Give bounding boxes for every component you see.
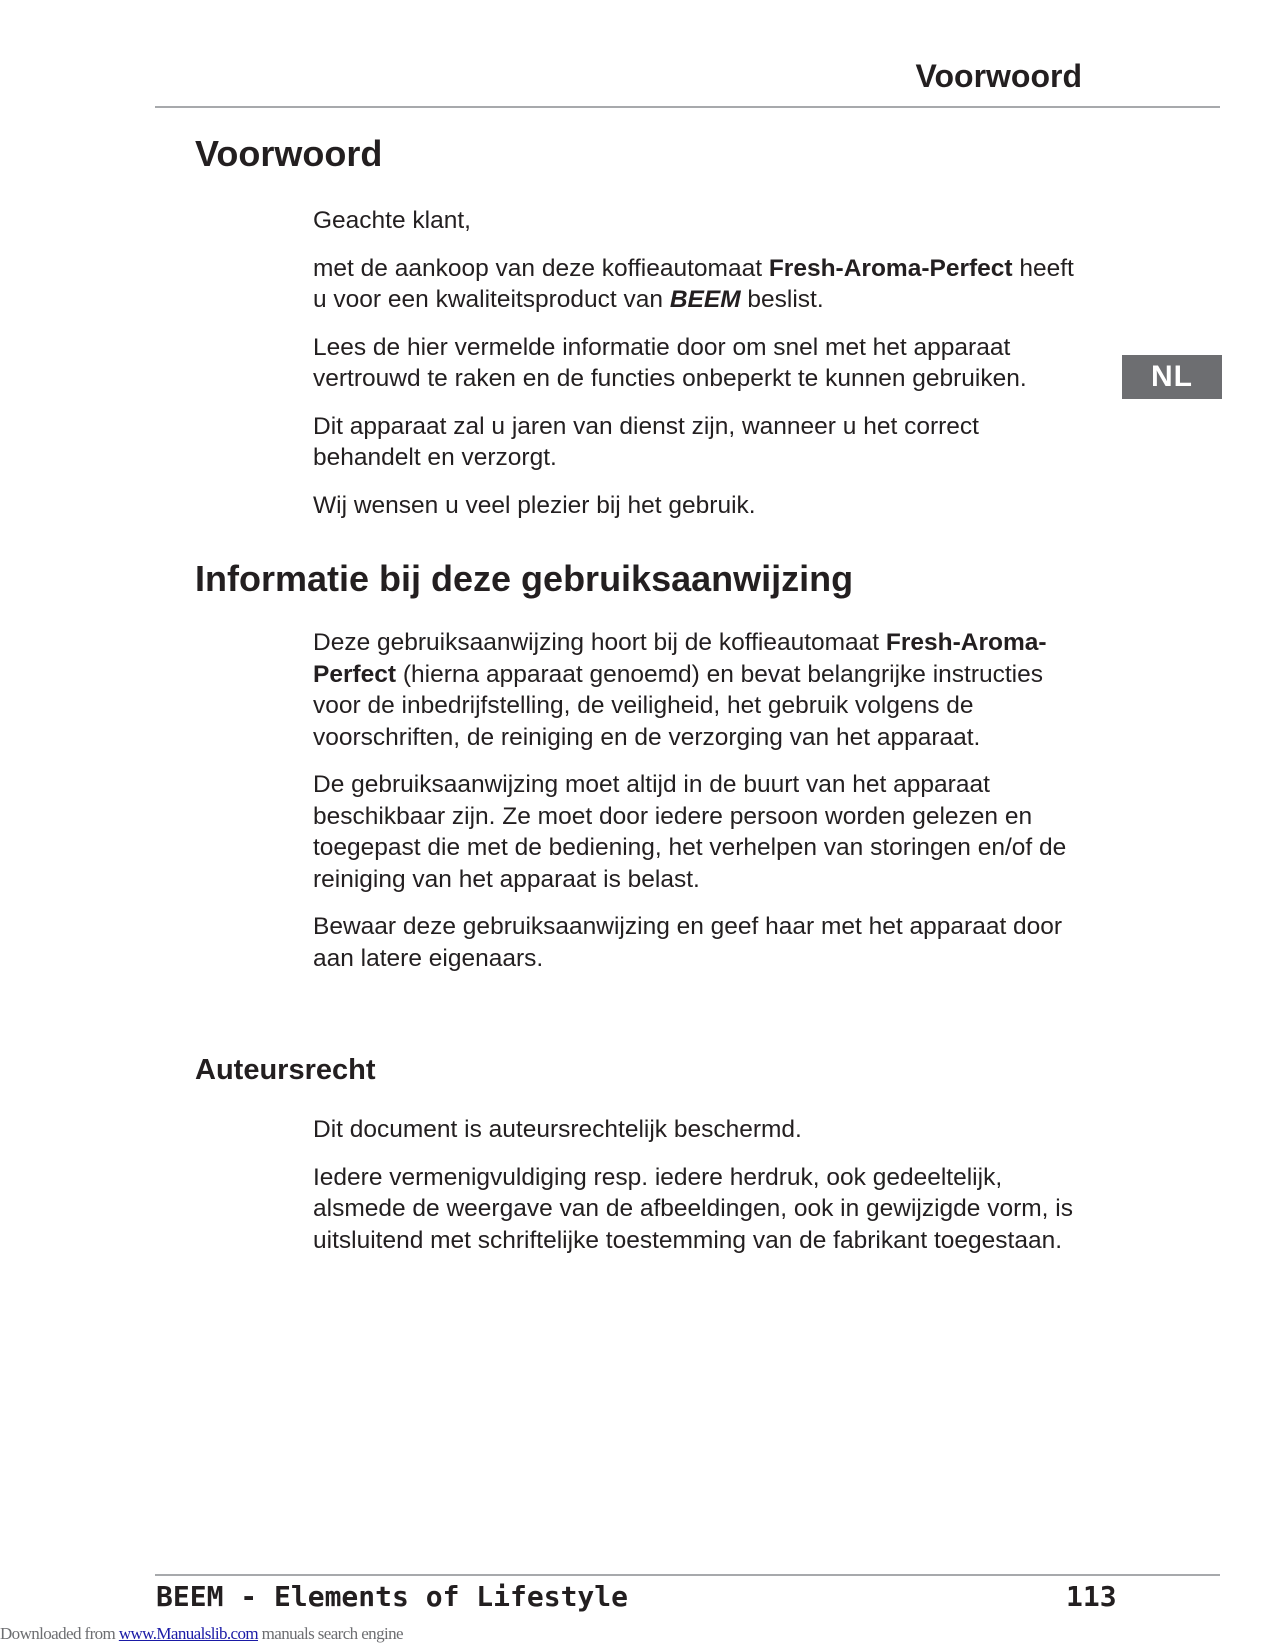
language-tab: NL xyxy=(1122,355,1222,399)
informatie-paragraph-2: De gebruiksaanwijzing moet altijd in de buurt van het apparaat beschikbaar zijn. Ze moet door iedere persoon worden gelezen en toegepast die met de bediening, het verhelpen van storingen en/of de reiniging van het apparaat is belast. xyxy=(313,771,1067,893)
section-heading-voorwoord: Voorwoord xyxy=(195,133,383,174)
informatie-paragraph-1 xyxy=(313,627,1093,753)
informatie-p1-post: (hierna apparaat genoemd) en bevat belangrijke instructies voor de inbedrijfstelling, de veiligheid, het gebruik volgens de voorschriften, de reiniging en de verzorging van het apparaat. xyxy=(313,660,1043,751)
product-name: Fresh-Aroma-Perfect xyxy=(768,254,1013,282)
download-suffix: manuals search engine xyxy=(258,1624,403,1643)
section-heading-informatie: Informatie bij deze gebruiksaanwijzing xyxy=(195,558,854,599)
running-header-title: Voorwoord xyxy=(915,58,1082,94)
voorwoord-p1-pre: met de aankoop van deze koffieautomaat xyxy=(313,254,769,282)
voorwoord-p1-post: beslist. xyxy=(740,286,824,313)
footer-brand-line: BEEM - Elements of Lifestyle xyxy=(156,1580,629,1613)
download-notice xyxy=(0,1624,403,1644)
section-heading-auteursrecht: Auteursrecht xyxy=(195,1054,376,1086)
product-name: Fresh-Aroma-Perfect xyxy=(313,629,1047,688)
informatie-p1-pre: Deze gebruiksaanwijzing hoort bij de koffieautomaat xyxy=(313,629,886,656)
voorwoord-paragraph-4: Wij wensen u veel plezier bij het gebruik. xyxy=(313,491,756,519)
greeting: Geachte klant, xyxy=(313,207,471,234)
voorwoord-body xyxy=(313,205,1093,521)
auteursrecht-body xyxy=(313,1114,1093,1256)
manualslib-link[interactable]: www.Manualslib.com xyxy=(118,1624,259,1643)
voorwoord-paragraph-3: Dit apparaat zal u jaren van dienst zijn, wanneer u het correct behandelt en verzorgt. xyxy=(313,412,979,471)
brand-name: BEEM xyxy=(669,286,741,313)
voorwoord-paragraph-2: Lees de hier vermelde informatie door om snel met het apparaat vertrouwd te raken en de functies onbeperkt te kunnen gebruiken. xyxy=(313,333,1027,392)
informatie-paragraph-3: Bewaar deze gebruiksaanwijzing en geef haar met het apparaat door aan latere eigenaars. xyxy=(313,913,1063,972)
footer-rule xyxy=(155,1574,1220,1576)
auteursrecht-paragraph-2: Iedere vermenigvuldiging resp. iedere herdruk, ook gedeeltelijk, alsmede de weergave van de afbeeldingen, ook in gewijzigde vorm, is uitsluitend met schriftelijke toestemming van de fabrikant toegestaan. xyxy=(313,1163,1073,1254)
header-rule xyxy=(155,106,1220,108)
voorwoord-paragraph-1 xyxy=(313,253,1093,316)
voorwoord-p1-mid: heeft u voor een kwaliteitsproduct van xyxy=(313,254,1074,313)
informatie-body xyxy=(313,627,1093,974)
auteursrecht-paragraph-1: Dit document is auteursrechtelijk beschermd. xyxy=(313,1116,802,1143)
page-number: 113 xyxy=(1066,1580,1117,1613)
download-prefix: Downloaded from xyxy=(0,1624,119,1643)
